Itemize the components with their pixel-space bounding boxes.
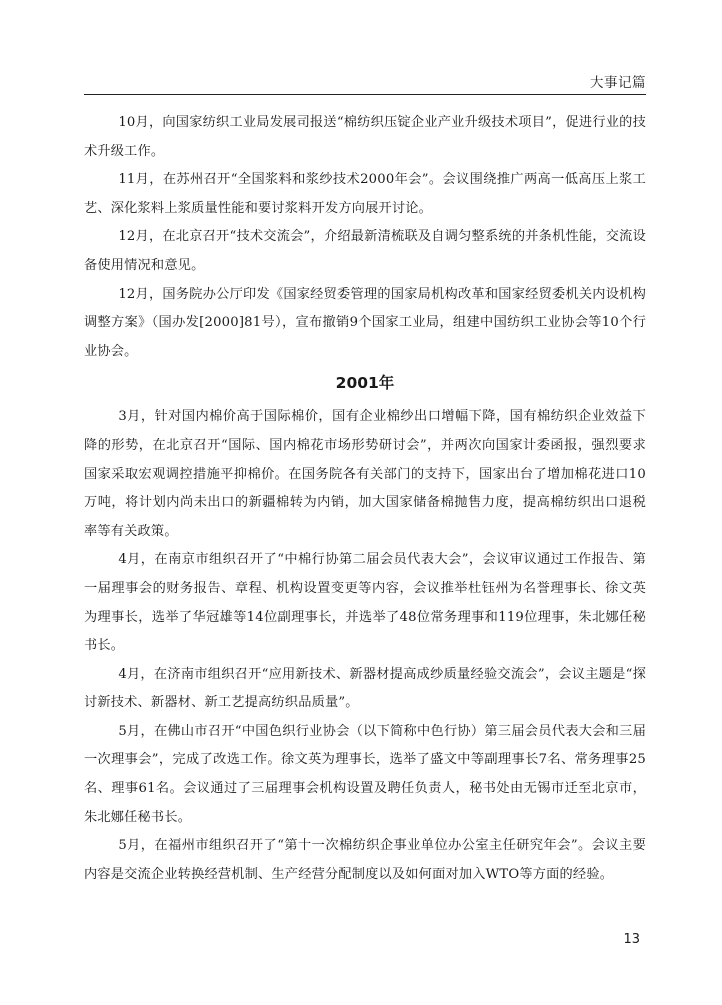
event-paragraph: 11月，在苏州召开“全国浆料和浆纱技术2000年会”。会议围绕推广两高一低高压上浆工艺、深化浆料上浆质量性能和要讨浆料开发方向展开讨论。 (84, 172, 646, 216)
event-paragraph: 5月，在福州市组织召开了“第十一次棉纺织企事业单位办公室主任研究年会”。会议主要内容是交流企业转换经营机制、生产经营分配制度以及如何面对加入WTO等方面的经验。 (84, 838, 646, 882)
event-paragraph: 4月，在南京市组织召开了“中棉行协第二届会员代表大会”，会议审议通过工作报告、第一届理事会的财务报告、章程、机构设置变更等内容，会议推举杜钰州为名誉理事长、徐文英为理事长，选举了华冠雄等14位副理事长，并选举了48位常务理事和119位理事，朱北娜任秘书长。 (84, 552, 646, 654)
event-paragraph: 12月，在北京召开“技术交流会”，介绍最新清梳联及自调匀整系统的并条机性能，交流设备使用情况和意见。 (84, 229, 646, 273)
event-paragraph: 5月，在佛山市召开“中国色织行业协会（以下简称中色行协）第三届会员代表大会和三届一次理事会”，完成了改选工作。徐文英为理事长，选举了盛文中等副理事长7名、常务理事25名、理事61名。会议通过了三届理事会机构设置及聘任负责人，秘书处由无锡市迁至北京市，朱北娜任秘书长。 (84, 723, 646, 825)
running-header (84, 76, 646, 95)
event-paragraph: 4月，在济南市组织召开“应用新技术、新器材提高成纱质量经验交流会”，会议主题是“探讨新技术、新器材、新工艺提高纺织品质量”。 (84, 666, 646, 711)
event-paragraph: 3月，针对国内棉价高于国际棉价，国有企业棉纱出口增幅下降，国有棉纺织企业效益下降的形势，在北京召开“国际、国内棉花市场形势研讨会”，并两次向国家计委函报，强烈要求国家采取宏观调控措施平抑棉价。在国务院各有关部门的支持下，国家出台了增加棉花进口10万吨，将计划内尚未出口的新疆棉转为内销，加大国家储备棉抛售力度，提高棉纺织出口退税率等有关政策。 (84, 409, 646, 539)
header-title: 大事记篇 (590, 75, 646, 91)
event-paragraph: 12月，国务院办公厅印发《国家经贸委管理的国家局机构改革和国家经贸委机关内设机构调整方案》（国办发[2000]81号），宣布撤销9个国家工业局，组建中国纺织工业协会等10个行业协会。 (84, 286, 646, 359)
event-paragraph: 10月，向国家纺织工业局发展司报送“棉纺织压锭企业产业升级技术项目”，促进行业的技术升级工作。 (84, 115, 646, 159)
page-content (84, 109, 646, 889)
page-number: 13 (623, 932, 640, 947)
year-heading: 2001年 (335, 374, 395, 393)
